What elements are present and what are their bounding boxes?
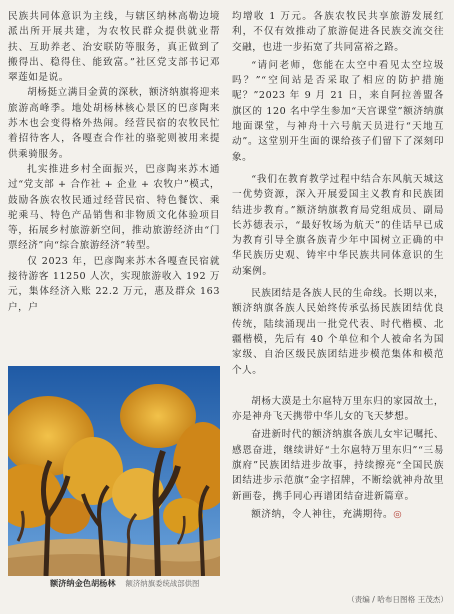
caption-credit: 额济纳旗委统战部供图 (125, 579, 200, 588)
right-paragraph-1: “请问老师，您能在太空中看见太空垃圾吗？”“空间站是否采取了相应的防护措施呢？”2023 年 9 月 21 日，来自阿拉善盟各旗区的 120 名中学生参加“天宫课堂”额济纳旗地面课堂，与神舟十六号航天员进行“天地互动”。这堂别开生面的课给孩子们留下了深刻印象。 (232, 59, 444, 163)
editor-credit: （责编 / 哈布日图格 王茂杰） (347, 595, 448, 604)
left-paragraph-4: 仅 2023 年，巴彦陶来苏木各嘎查民宿就接待游客 11250 人次，实现旅游收入 192 万元，集体经济入账 22.2 万元，惠及群众 163 户，户 (8, 255, 220, 313)
closing-sentence: 额济纳，令人神往，充满期待。 (251, 508, 394, 520)
photo-caption (50, 578, 220, 589)
poplar-forest-illustration (8, 366, 220, 576)
left-paragraph-1: 民族共同体意识为主线，与辖区纳林高勒边境派出所开展共建，为农牧民群众提供就业帮扶、互助养老、治安联防等服务，真正做到了搬得出、稳得住、能致富。”社区党支部书记邓翠莲如是说。 (8, 11, 220, 84)
poplar-forest-photo (8, 366, 220, 576)
caption-title: 额济纳金色胡杨林 (50, 578, 116, 588)
right-paragraph-3: 民族团结是各族人民的生命线。长期以来，额济纳旗各族人民始终传承弘扬民族团结优良传统，陆续涌现出一批党代表、时代楷模、北疆楷模，先后有 40 个单位和个人被命名为国家级、自治区级民族团结进步模范集体和模范个人。 (232, 288, 444, 376)
right-paragraph-0: 均增收 1 万元。各族农牧民共享旅游发展红利，不仅有效推动了旅游促进各民族交流交往交融，也进一步拓宽了共同富裕之路。 (232, 11, 444, 53)
right-paragraph-4: 胡杨大漠是土尔扈特万里东归的家园故土，亦是神舟飞天携带中华儿女的飞天梦想。 (232, 395, 444, 423)
left-paragraph-2: 胡杨挺立满目金黄的深秋，额济纳旗将迎来旅游高峰季。地处胡杨林核心景区的巴彦陶来苏木也会变得格外热闹。经营民宿的农牧民忙着招待客人，各嘎查合作社的骆驼则被用来提供乘骑服务。 (8, 87, 220, 160)
right-paragraph-2: “我们在教育教学过程中结合东风航天城这一优势资源，深入开展爱国主义教育和民族团结进步教育。”额济纳旗教育局党组成员、副局长苏德表示，“最好牧场为航天”的佳话早已成为教育引导全旗各族青少年中国树立正确的中华民族历史观、铸牢中华民族共同体意识的生动案例。 (232, 173, 444, 277)
left-column (8, 9, 220, 315)
right-paragraph-6 (232, 507, 444, 522)
left-paragraph-3: 扎实推进乡村全面振兴，巴彦陶来苏木通过“党支部 + 合作社 + 企业 + 农牧户”模式，鼓励各族农牧民通过经营民宿、特色餐饮、乘驼乘马、特色产品销售和非物质文化体验项目等，拓展乡村旅游新空间，推动旅游经济由“门票经济”向“综合旅游经济”转型。 (8, 163, 220, 252)
right-paragraph-5: 奋进新时代的额济纳旗各族儿女牢记嘱托、感恩奋进，继续讲好“土尔扈特万里东归”“三易旗府”民族团结进步故事，持续擦亮“全国民族团结进步示范旗”金字招牌，不断绘就神舟故里新画卷，携手同心再谱团结奋进新篇章。 (232, 429, 444, 502)
end-mark-icon: ◎ (393, 508, 403, 520)
right-column (232, 9, 444, 522)
